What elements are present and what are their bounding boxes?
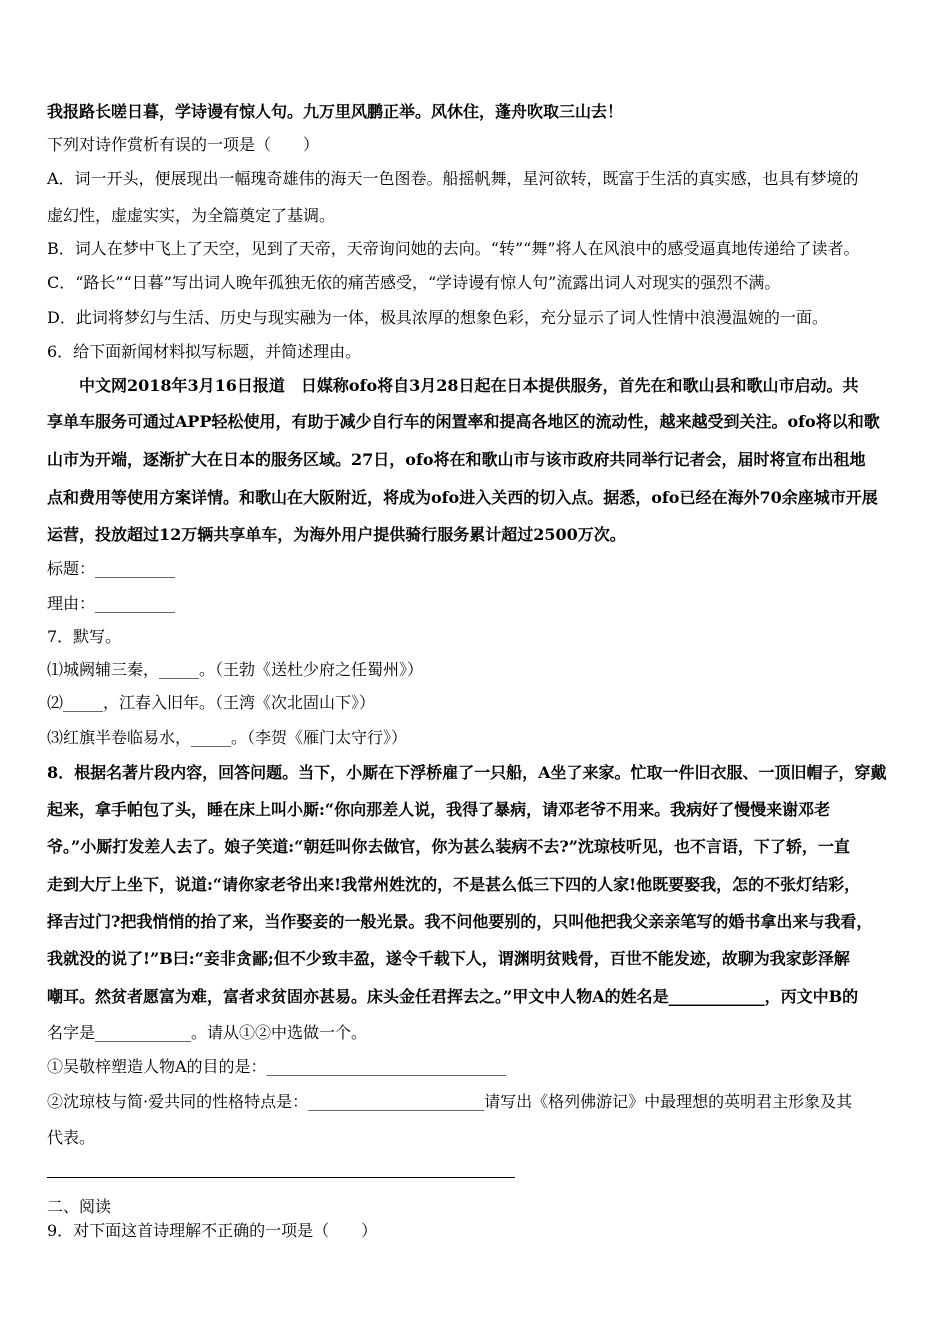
choice-2-answer-blank: ②沈琼枝与简·爱共同的性格特点是：______________________请写出《格列佛游记》中最理想的英明君主形象及其 (47, 1092, 853, 1111)
question-stem: 下列对诗作赏析有误的一项是（ ） (47, 135, 320, 154)
news-para-line4: 点和费用等使用方案详情。和歌山在大阪附近，将成为ofo进入关西的切入点。据悉，ofo已经在海外70余座城市开展 (47, 488, 878, 507)
news-para-line1: 中文网2018年3月16日报道 日媒称ofo将自3月28日起在日本提供服务，首先在和歌山县和歌山市启动。共 (79, 376, 859, 395)
dictation-item-1: ⑴城阙辅三秦，_____。（王勃《送杜少府之任蜀州》） (47, 660, 424, 679)
reason-answer-blank: 理由：__________ (47, 594, 176, 613)
question-8-line1: 8．根据名著片段内容，回答问题。当下，小厮在下浮桥雇了一只船，A坐了来家。忙取一件旧衣服、一顶旧帽子，穿戴 (47, 763, 887, 782)
dictation-item-3: ⑶红旗半卷临易水，_____。（李贺《雁门太守行》） (47, 728, 408, 747)
question-6-heading: 6．给下面新闻材料拟写标题，并简述理由。 (47, 342, 362, 361)
choice-2-continuation: 代表。 (47, 1128, 96, 1147)
option-b: B．词人在梦中飞上了天空，见到了天帝，天帝询问她的去向。“转”“舞”将人在风浪中的感受逼真地传递给了读者。 (47, 239, 860, 258)
news-para-line5: 运营，投放超过12万辆共享单车，为海外用户提供骑行服务累计超过2500万次。 (47, 525, 626, 544)
question-8-line5: 择吉过门?把我悄悄的抬了来，当作娶妾的一般光景。我不问他要别的，只叫他把我父亲亲笔写的婚书拿出来与我看， (47, 912, 873, 931)
question-8-line2: 起来，拿手帕包了头，睡在床上叫小厮:“你向那差人说，我得了暴病，请邓老爷不用来。我病好了慢慢来谢邓老 (47, 800, 831, 819)
option-d: D．此词将梦幻与生活、历史与现实融为一体，极具浓厚的想象色彩，充分显示了词人性情中浪漫温婉的一面。 (47, 308, 828, 327)
title-answer-blank: 标题：__________ (47, 559, 176, 578)
question-8-line4: 走到大厅上坐下，说道:“请你家老爷出来!我常州姓沈的，不是甚么低三下四的人家!他既要娶我，怎的不张灯结彩， (47, 875, 861, 894)
option-c: C．“路长”“日暮”写出词人晚年孤独无依的痛苦感受，“学诗谩有惊人句”流露出词人对现实的强烈不满。 (47, 273, 781, 292)
question-8-line3: 爷。”小厮打发差人去了。娘子笑道:“朝廷叫你去做官，你为甚么装病不去?”沈琼枝听见，也不言语，下了轿，一直 (47, 837, 850, 856)
question-8-line7: 嘲耳。然贫者愿富为难，富者求贫固亦甚易。床头金任君挥去之。”甲文中人物A的姓名是____________，丙文中B的 (47, 987, 859, 1006)
option-a-line2: 虚幻性，虚虚实实，为全篇奠定了基调。 (47, 206, 336, 225)
question-9-heading: 9．对下面这首诗理解不正确的一项是（ ） (47, 1221, 378, 1240)
poem-last-line: 我报路长嗟日暮，学诗谩有惊人句。九万里风鹏正举。风休住，蓬舟吹取三山去！ (47, 102, 624, 121)
section-2-heading: 二、阅读 (47, 1197, 112, 1216)
choice-1-answer-blank: ①吴敬梓塑造人物A的目的是：______________________________ (47, 1057, 507, 1076)
question-8-line6: 我就没的说了!”B曰:“妾非贪鄙;但不少致丰盈，遂令千载下人，谓渊明贫贱骨，百世不能发迹，故聊为我家彭泽解 (47, 949, 850, 968)
dictation-item-2: ⑵_____，江春入旧年。（王湾《次北固山下》） (47, 693, 376, 712)
option-a-line1: A．词一开头，便展现出一幅瑰奇雄伟的海天一色图卷。船摇帆舞，星河欲转，既富于生活的真实感，也具有梦境的 (47, 169, 859, 188)
question-7-heading: 7．默写。 (47, 627, 122, 646)
news-para-line2: 享单车服务可通过APP轻松使用，有助于减少自行车的闲置率和提高各地区的流动性，越来越受到关注。ofo将以和歌 (47, 412, 880, 431)
answer-underline (47, 1177, 515, 1178)
news-para-line3: 山市为开端，逐渐扩大在日本的服务区域。27日，ofo将在和歌山市与该市政府共同举行记者会，届时将宣布出租地 (47, 450, 866, 469)
question-8-line8: 名字是____________。请从①②中选做一个。 (47, 1023, 368, 1042)
